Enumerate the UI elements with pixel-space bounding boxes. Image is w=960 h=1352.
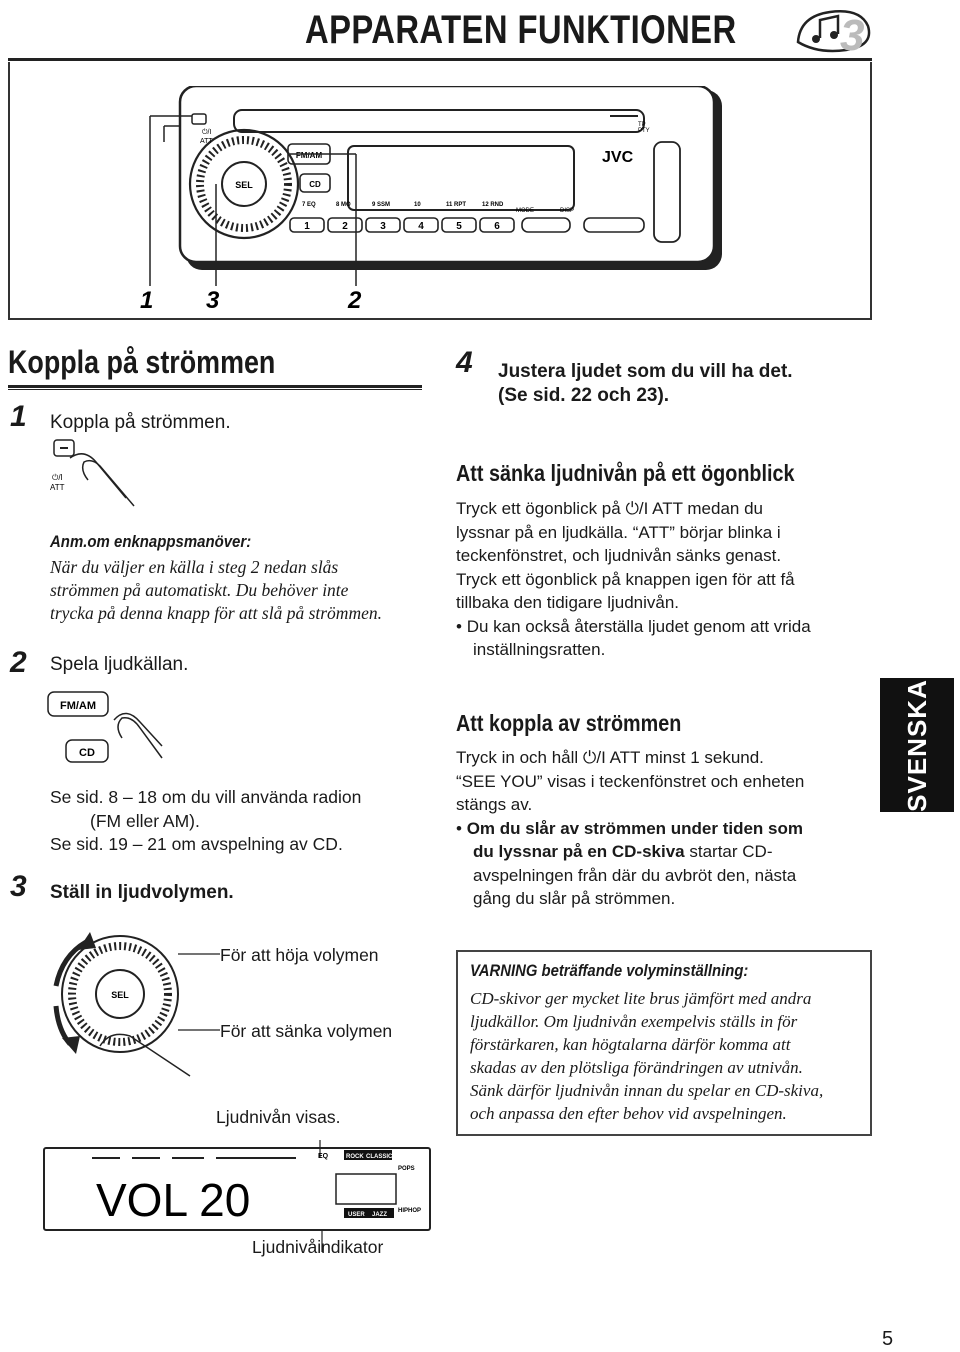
svg-text:10: 10 [414,202,421,208]
svg-text:SEL: SEL [235,180,253,190]
svg-text:2: 2 [342,221,348,232]
volume-down-label: För att sänka volymen [220,1021,393,1041]
level-indicator-label: Ljudnivåindikator [252,1237,384,1257]
svg-text:POPS: POPS [398,1166,415,1172]
svg-text:⏻/I: ⏻/I [202,129,212,136]
volume-dial-illustration [40,926,230,1106]
step-2-references: Se sid. 8 – 18 om du vill använda radion (FM eller AM). Se sid. 19 – 21 om avspelning av CD. [50,787,362,854]
svg-text:8 MO: 8 MO [336,202,351,208]
step-1-number: 1 [10,400,27,433]
svg-text:CD: CD [79,747,95,759]
callout-3: 3 [206,287,220,314]
power-off-body: Tryck in och håll ⏻/I ATT minst 1 sekund. “SEE YOU” visas i teckenfönstret och enheten stängs av. • Om du slår av strömmen under tiden som du lyssnar på en CD-skiva startar CD- avspelningen från där du avbröt den, nästa gång du slår på strömmen. [456,748,805,908]
svg-text:JAZZ: JAZZ [372,1212,387,1218]
svg-text:11 RPT: 11 RPT [446,202,467,208]
header-rule [8,58,872,61]
note-body: När du väljer en källa i steg 2 nedan slås strömmen på automatiskt. Du behöver inte trycka på denna knapp för att slå på strömmen. [50,557,382,623]
power-button-press-illustration [44,436,144,516]
svg-text:SEL: SEL [111,990,129,1000]
fmam-label: FM/AM [295,151,323,160]
step-3-number: 3 [10,870,27,903]
svg-text:CD: CD [309,180,321,189]
svg-text:1: 1 [304,221,310,232]
svg-text:ATT: ATT [200,138,213,145]
svg-text:ATT: ATT [50,483,65,492]
svg-text:5: 5 [456,221,462,232]
svg-text:9 SSM: 9 SSM [372,202,391,208]
music-notes-icon [790,2,880,58]
faceplate-illustration [140,86,740,316]
step-3-text: Ställ in ljudvolymen. [50,882,234,903]
step-2-number: 2 [10,646,27,679]
power-off-heading: Att koppla av strömmen [456,710,682,736]
svg-text:4: 4 [418,221,424,232]
note-title: Anm.om enknappsmanöver: [50,532,252,551]
svg-text:FM/AM: FM/AM [59,700,97,712]
svg-text:EQ: EQ [318,1153,329,1160]
svg-text:12 RND: 12 RND [482,202,504,208]
svg-text:USER: USER [348,1212,365,1218]
svg-text:DISP: DISP [560,208,575,214]
volume-shown-label: Ljudnivån visas. [216,1107,341,1127]
svg-text:PTY: PTY [638,128,650,134]
lcd-main-text: VOL 20 [96,1174,251,1226]
svg-text:⏻/I: ⏻/I [52,473,63,482]
svg-text:CLASSIC: CLASSIC [366,1154,393,1160]
svg-text:MODE: MODE [516,208,534,214]
callout-1: 1 [140,287,154,314]
step-1-text: Koppla på strömmen. [50,412,231,433]
svg-text:JVC: JVC [602,149,634,166]
callout-2: 2 [348,287,362,314]
att-body: Tryck ett ögonblick på ⏻/I ATT medan du lyssnar på en ljudkälla. “ATT” börjar blinka i teckenfönstret, och ljudnivån sänks genast. Tryck ett ögonblick på knappen igen för att få tillbaka den tidigare ljudnivån. • Du kan också återställa ljudet genom att vrida inställningsratten. [456,499,811,659]
step-2-text: Spela ljudkällan. [50,654,189,675]
svg-text:HIPHOP: HIPHOP [398,1208,422,1214]
warning-box [456,950,872,1136]
page-title: APPARATEN FUNKTIONER [305,8,737,52]
svg-text:3: 3 [380,221,386,232]
step-4-number: 4 [456,346,473,379]
svg-text:3: 3 [840,11,865,58]
svg-text:7 EQ: 7 EQ [302,202,316,208]
svg-text:ROCK: ROCK [346,1154,364,1160]
svg-text:TP: TP [638,122,646,128]
svg-text:6: 6 [494,221,500,232]
source-buttons-illustration [44,686,164,772]
page-number: 5 [882,1328,894,1350]
att-heading: Att sänka ljudnivån på ett ögonblick [456,460,795,486]
warning-body: CD-skivor ger mycket lite brus jämfört med andra ljudkällor. Om ljudnivån exempelvis ställs in för förstärkaren, kan högtalarna därför komma att skadas av den plötsliga förändringen av utnivån. Sänk därför ljudnivån innan du spelar en CD-skiva, och anpassa den efter behov vid avspelningen. [470,989,824,1123]
volume-up-label: För att höja volymen [220,945,379,965]
section-rule [8,385,422,390]
language-tab: SVENSKA [880,678,954,812]
step-4-text: Justera ljudet som du vill ha det. (Se sid. 22 och 23). [498,361,793,406]
warning-title: VARNING beträffande volyminställning: [470,962,749,980]
section-title: Koppla på strömmen [8,344,276,380]
